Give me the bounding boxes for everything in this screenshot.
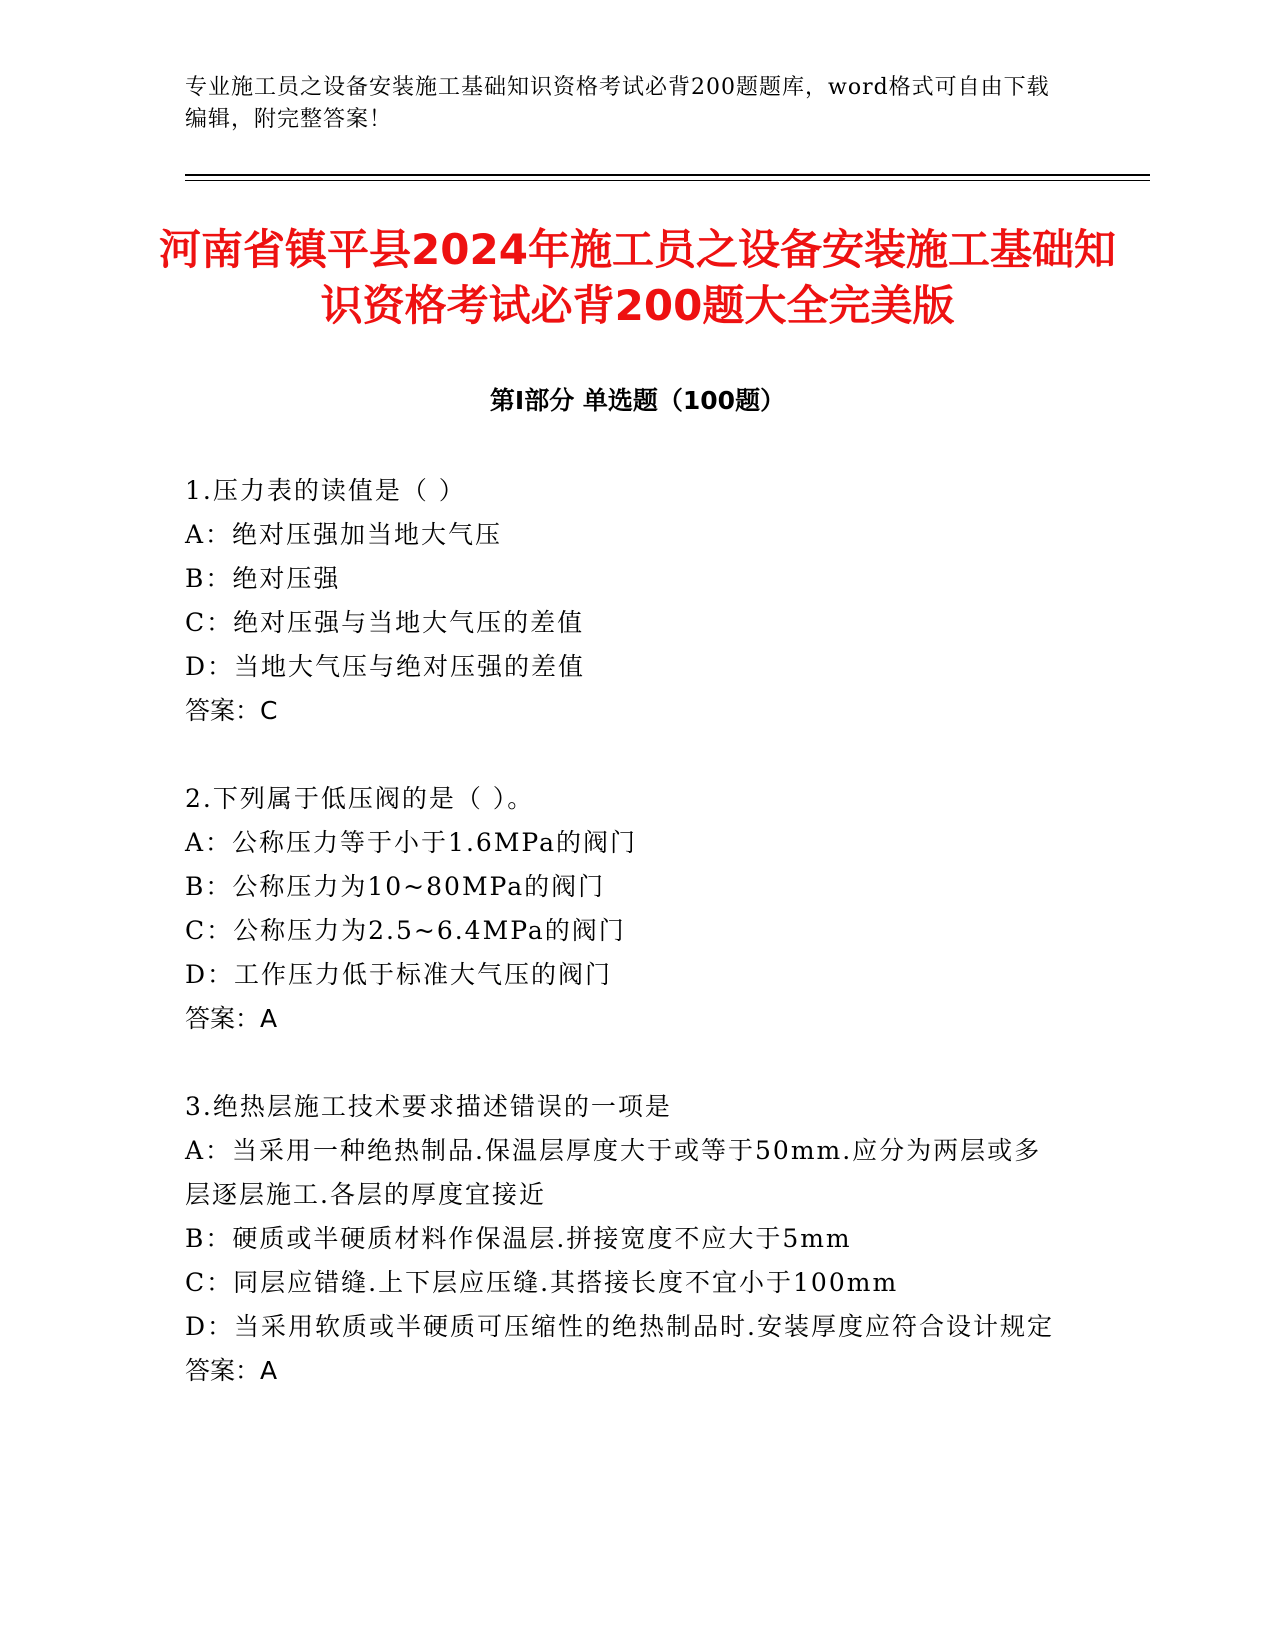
question-stem: 1.压力表的读值是（ ） bbox=[185, 476, 466, 505]
header-note: 专业施工员之设备安装施工基础知识资格考试必背200题题库，word格式可自由下载编辑，附完整答案！ bbox=[185, 75, 1050, 132]
option-a: A：当采用一种绝热制品.保温层厚度大于或等于50mm.应分为两层或多层逐层施工.各层的厚度宜接近 bbox=[185, 1136, 1042, 1209]
option-b: B：公称压力为10~80MPa的阀门 bbox=[185, 872, 606, 901]
option-b: B：绝对压强 bbox=[185, 564, 341, 593]
option-d: D：当采用软质或半硬质可压缩性的绝热制品时.安装厚度应符合设计规定 bbox=[185, 1312, 1054, 1341]
option-c: C：同层应错缝.上下层应压缝.其搭接长度不宜小于100mm bbox=[185, 1268, 899, 1297]
option-d: D：工作压力低于标准大气压的阀门 bbox=[185, 960, 613, 989]
section-title: 第I部分 单选题（100题） bbox=[489, 386, 786, 415]
option-c: C：公称压力为2.5~6.4MPa的阀门 bbox=[185, 916, 626, 945]
answer: 答案：A bbox=[185, 1356, 278, 1385]
question-stem: 3.绝热层施工技术要求描述错误的一项是 bbox=[185, 1092, 672, 1121]
option-d: D：当地大气压与绝对压强的差值 bbox=[185, 652, 586, 681]
question-stem: 2.下列属于低压阀的是（ ）。 bbox=[185, 784, 535, 813]
answer: 答案：C bbox=[185, 696, 278, 725]
question-2 bbox=[185, 777, 1065, 1041]
document-title: 河南省镇平县2024年施工员之设备安装施工基础知识资格考试必背200题大全完美版 bbox=[159, 225, 1116, 330]
option-a: A：绝对压强加当地大气压 bbox=[185, 520, 503, 549]
question-list bbox=[185, 469, 1065, 1437]
option-c: C：绝对压强与当地大气压的差值 bbox=[185, 608, 585, 637]
option-b: B：硬质或半硬质材料作保温层.拼接宽度不应大于5mm bbox=[185, 1224, 852, 1253]
answer: 答案：A bbox=[185, 1004, 278, 1033]
header-divider-thick bbox=[185, 174, 1150, 176]
question-1 bbox=[185, 469, 1065, 733]
question-3 bbox=[185, 1085, 1065, 1393]
header-divider-thin bbox=[185, 180, 1150, 181]
option-a: A：公称压力等于小于1.6MPa的阀门 bbox=[185, 828, 638, 857]
